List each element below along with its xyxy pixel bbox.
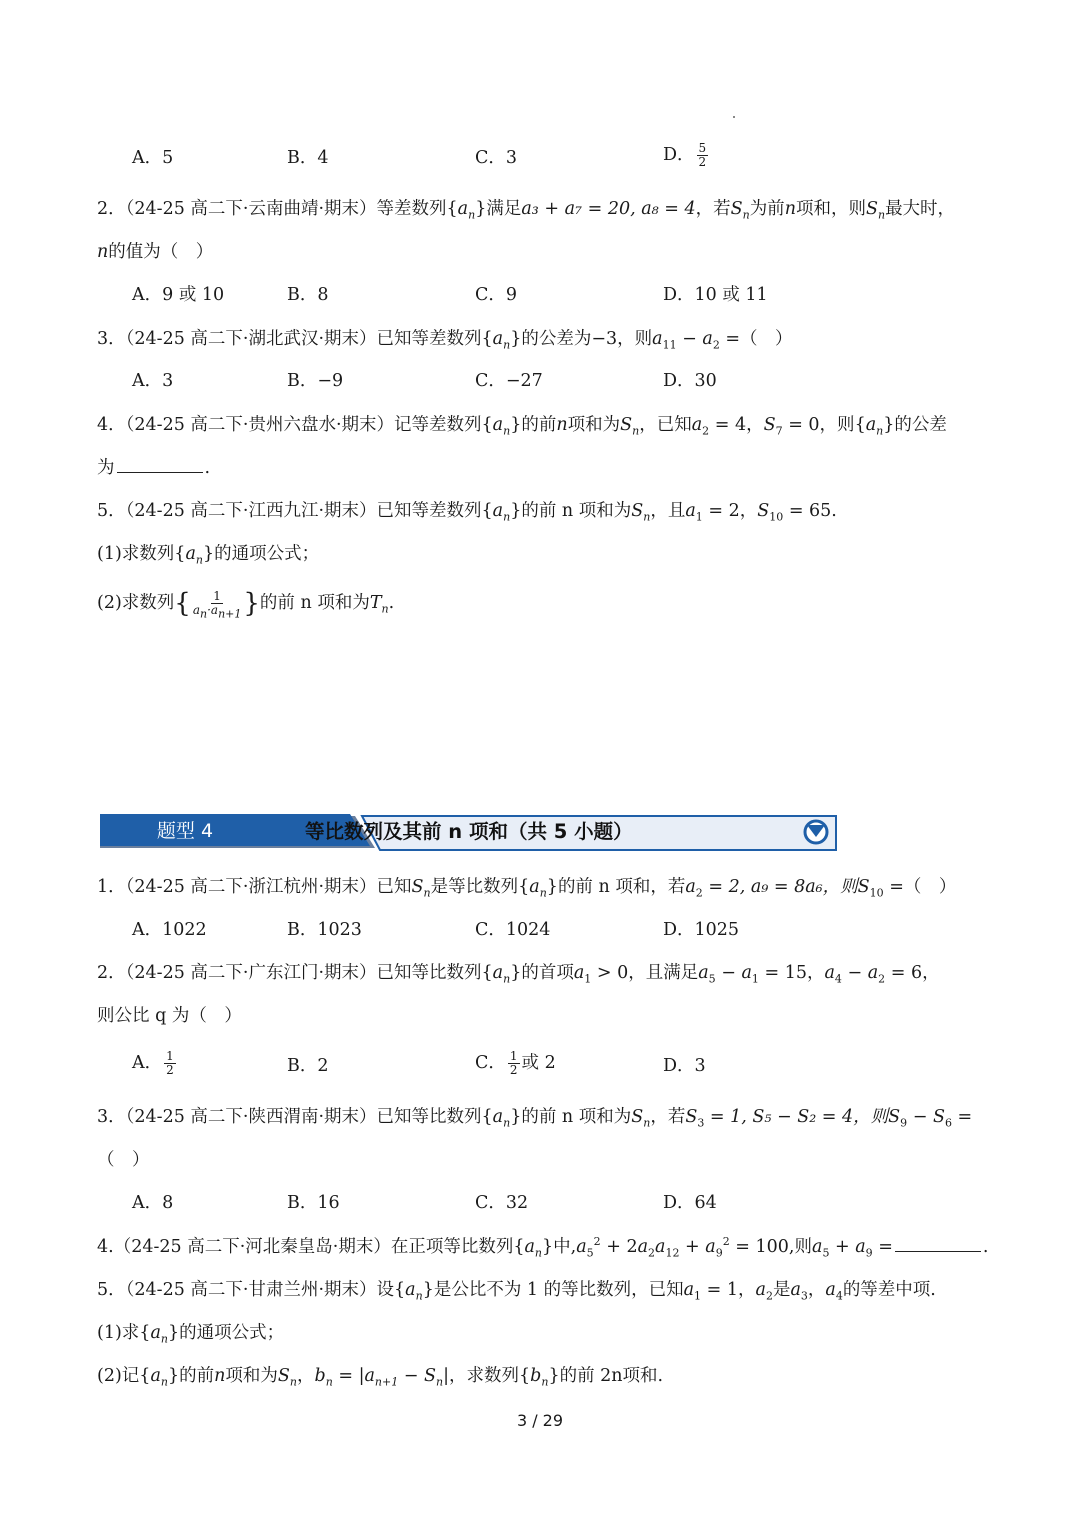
q3-option-a: A．3 (132, 371, 174, 391)
q2-option-a: A．9 或 10 (132, 285, 225, 305)
g2-option-c: C． $\frac{1}{2}$ 或 2 (475, 1049, 556, 1077)
q3-line1: 3．（24-25 高二下·湖北武汉·期末）已知等差数列$\{a_n\}$的公差为−3，则$a_{11} - a_2$ =（ ） (97, 329, 793, 352)
q3-option-d: D．30 (663, 371, 717, 391)
g2-line2: 则公比 q 为（ ） (97, 1006, 242, 1026)
g2-option-b: B．2 (287, 1056, 329, 1076)
q3-option-b: B．−9 (287, 371, 344, 391)
g1-line1: 1．（24-25 高二下·浙江杭州·期末）已知$S_n$是等比数列$\{a_n\}$的前 n 项和，若$a_2 = 2$, a₉ = 8a₆，则$S_{10}$ =（ ） (97, 877, 957, 900)
g3-option-d: D．64 (663, 1193, 717, 1213)
g2-options (0, 1049, 1080, 1078)
q2-line1: 2．（24-25 高二下·云南曲靖·期末）等差数列$\{a_n\}$满足a₃ + a₇ = 20, a₈ = 4，若$S_n$为前n项和，则$S_n$最大时， (97, 199, 956, 222)
q3-options (0, 369, 1080, 393)
q2-options (0, 283, 1080, 307)
q5-sub2: (2)求数列{ $\frac{1}{a_n\cdot a_{n+1}}$ }的前 n 项和为$T_n$. (97, 588, 395, 621)
q4-answer-blank[interactable] (117, 456, 203, 473)
section-banner (100, 812, 838, 852)
q5-sub1: (1)求数列$\{a_n\}$的通项公式； (97, 544, 320, 567)
banner-tag: 题型 4 (156, 820, 214, 842)
banner-toggle-icon[interactable] (807, 825, 825, 837)
scan-speck (733, 116, 735, 118)
page-number: 3 / 29 (516, 1411, 564, 1430)
g4-answer-blank[interactable] (895, 1235, 981, 1252)
g1-option-b: B．1023 (287, 920, 362, 940)
g2-option-a: A． $\frac{1}{2}$ (132, 1049, 174, 1077)
g3-options (0, 1191, 1080, 1215)
q5-line1: 5．（24-25 高二下·江西九江·期末）已知等差数列$\{a_n\}$的前 n 项和为$S_n$，且$a_1 = 2$，$S_{10} = 65$. (97, 501, 837, 524)
q3-option-c: C．−27 (475, 371, 543, 391)
g5-sub2: (2)记$\{a_n\}$的前n项和为$S_n$，$b_n = |a_{n+1} - S_n|$，求数列$\{b_n\}$的前 2n项和. (97, 1366, 664, 1389)
q1-option-c: C．3 (475, 148, 518, 168)
g2-line1: 2．（24-25 高二下·广东江门·期末）已知等比数列$\{a_n\}$的首项$a_1 > 0$，且满足$a_5 - a_1 = 15$，$a_4 - a_2 = 6$， (97, 963, 940, 986)
q4-line1: 4．（24-25 高二下·贵州六盘水·期末）记等差数列$\{a_n\}$的前n项和为$S_n$，已知$a_2 = 4$，$S_7 = 0$，则$\{a_n\}$的公差 (97, 415, 947, 438)
g1-option-d: D．1025 (663, 920, 740, 940)
g3-option-a: A．8 (132, 1193, 174, 1213)
q1-options (0, 141, 1080, 170)
g4-line1: 4.（24-25 高二下·河北秦皇岛·期末）在正项等比数列$\{a_n\}$中$,a_5^2 + 2a_2a_{12} + a_9^2 = 100$,则$a_5 + a_9$ = . (97, 1235, 989, 1260)
q2-option-c: C．9 (475, 285, 518, 305)
q2-option-b: B．8 (287, 285, 329, 305)
q4-line2: 为 . (97, 458, 211, 478)
g1-option-c: C．1024 (475, 920, 551, 940)
q1-option-b: B．4 (287, 148, 329, 168)
q1-option-d: D． $\frac{5}{2}$ (663, 141, 707, 169)
g3-line2: （ ） (97, 1150, 150, 1170)
g1-option-a: A．1022 (132, 920, 207, 940)
g3-line1: 3．（24-25 高二下·陕西渭南·期末）已知等比数列$\{a_n\}$的前 n 项和为$S_n$，若$S_3 = 1$, S₅ − S₂ = 4，则$S_9 - S_6$ = (97, 1107, 973, 1130)
g2-option-d: D．3 (663, 1056, 706, 1076)
banner-title: 等比数列及其前 n 项和（共 5 小题） (305, 820, 633, 843)
q2-option-d: D．10 或 11 (663, 285, 768, 305)
g3-option-b: B．16 (287, 1193, 340, 1213)
g3-option-c: C．32 (475, 1193, 529, 1213)
g1-options (0, 918, 1080, 942)
g5-line1: 5．（24-25 高二下·甘肃兰州·期末）设$\{a_n\}$是公比不为 1 的等比数列，已知$a_1 = 1$，$a_2$是$a_3$，$a_4$的等差中项. (97, 1280, 936, 1303)
q1-option-a: A．5 (132, 148, 174, 168)
q2-line2: n的值为（ ） (97, 242, 214, 262)
g5-sub1: (1)求$\{a_n\}$的通项公式； (97, 1323, 285, 1346)
